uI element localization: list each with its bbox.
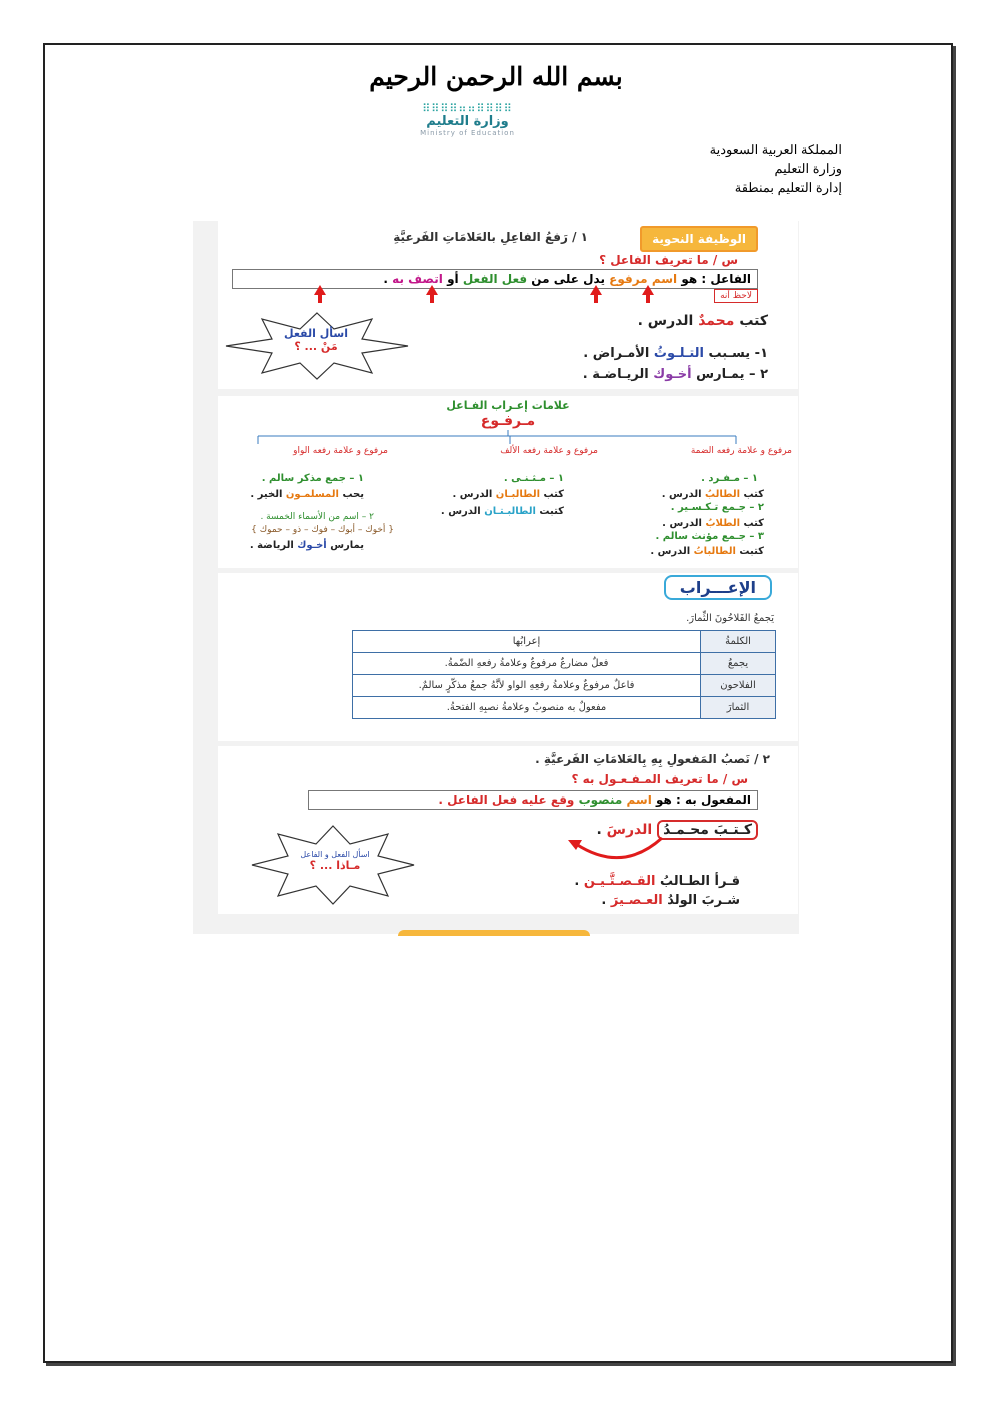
example-pre: شـربَ الولدُ: [667, 893, 740, 908]
example-end: .: [601, 893, 607, 908]
example-object: العـصـيرَ: [610, 893, 663, 908]
ex-post: الدرس .: [440, 506, 481, 517]
example-verb: كتب: [739, 313, 768, 329]
ex-post: الدرس .: [661, 489, 702, 500]
ministry-label: وزارة التعليم: [774, 161, 842, 176]
example-end: .: [574, 874, 580, 889]
def-part: الفاعل : هو: [681, 272, 751, 286]
example-end: .: [596, 822, 602, 838]
parsing-sentence: يَجمعُ الفَلاحُونَ الثِّمارَ.: [686, 613, 774, 624]
table-cell-parsing: فعلٌ مضارعٌ مرفوعٌ وعلامةُ رفعهِ الضّمةُ.: [353, 653, 701, 675]
fail-definition-box: [232, 269, 758, 289]
col-left-l2-list: { أخوك – أبوك – فوك – ذو – حموك }: [251, 525, 394, 535]
fail-signs-panel: [218, 396, 798, 568]
ex-post: الدرس .: [662, 518, 702, 529]
def-part: يدل على من: [531, 272, 605, 286]
curved-arrow-icon: [562, 834, 672, 864]
arrow-stem: [430, 295, 434, 303]
col-left-l1: ١ – جمع مذكر سالم .: [261, 473, 364, 484]
example-rest: الأمـراض .: [583, 346, 650, 361]
object-question: س / ما تعريف المـفـعـول به ؟: [571, 772, 748, 786]
def-part: أو: [447, 272, 459, 286]
ex-post: الدرس .: [452, 489, 493, 500]
fail-example-1: [583, 346, 768, 361]
def-part: المفعول به : هو: [656, 793, 751, 807]
star-line2: مـاذا ... ؟: [309, 859, 361, 872]
table-row: [353, 697, 776, 719]
ex-post: الرياضة .: [249, 540, 294, 551]
ex-word: الطلابُ: [705, 518, 741, 529]
col-left-l2: ٢ – اسم من الأسماء الخمسة .: [260, 512, 374, 522]
ex-post: الدرس .: [650, 546, 691, 557]
parsing-panel: [218, 573, 798, 741]
worksheet-image: [193, 221, 799, 934]
col-left-l1-ex: [250, 489, 364, 500]
table-cell-word: الثمارَ: [701, 697, 776, 719]
table-cell-word: يجمعُ: [701, 653, 776, 675]
def-word-mansoob: منصوب: [578, 793, 623, 807]
arrow-up-icon: [314, 285, 326, 295]
signs-title: علامات إعـراب الفـاعل: [446, 399, 570, 412]
star-line1: اسأل الفعل: [284, 327, 348, 340]
ex-pre: كتب: [543, 489, 564, 500]
col-right-r1: ١ – مـفـرد .: [701, 473, 758, 484]
object-panel: [218, 746, 798, 914]
fail-example-2: [583, 367, 768, 382]
fail-example-main: [638, 313, 768, 329]
col-left-head: مرفوع و علامة رفعه الواو: [293, 446, 388, 456]
col-right-r1-ex: [662, 489, 764, 500]
logo-name-en: Ministry of Education: [420, 129, 515, 137]
col-right-r3-ex: [650, 546, 764, 557]
object-definition-box: [308, 790, 758, 810]
table-cell-parsing: مفعولٌ به منصوبٌ وعلامةُ نصبِهِ الفتحةُ.: [353, 697, 701, 719]
def-word-marfoo: مرفوع: [609, 272, 648, 286]
ex-post: الخير .: [250, 489, 283, 500]
ex-pre: يمارس: [330, 540, 364, 551]
def-word-ittasaf: اتصف به: [392, 272, 443, 286]
object-example-2: [601, 893, 740, 908]
def-word-fil: فعل الفعل: [462, 272, 528, 286]
def-word-ism: اسم: [651, 272, 678, 286]
grammar-function-badge: الوظيفة النحوية: [640, 226, 758, 252]
fail-question: س / ما تعريف الفاعل ؟: [599, 253, 738, 267]
ex-word: المسلمـون: [285, 489, 339, 500]
def-word-ism: اسم: [626, 793, 652, 807]
ex-pre: كتبت: [739, 546, 764, 557]
example-pre: ٢ – يمـارس: [696, 367, 768, 382]
ex-word: الطالباتُ: [693, 546, 736, 557]
note-label: لاحظ أنه: [714, 289, 758, 303]
star-text: [290, 850, 380, 872]
arrow-up-icon: [642, 285, 654, 295]
col-mid-m2-ex: [441, 506, 564, 517]
object-lesson-title: ٢ / نَصبُ المَفعولِ بِهِ بِالعَلامَاتِ الفَرعيَّةِ .: [535, 752, 770, 766]
example-fail: التـلـوثُ: [653, 346, 704, 361]
example-pre: ١- يسـبب: [708, 346, 768, 361]
ex-word: الطالبـتـان: [484, 506, 536, 517]
parsing-table: [352, 630, 776, 719]
col-mid-m1: ١ – مـثـنـى .: [503, 473, 564, 484]
col-mid-m1-ex: [453, 489, 564, 500]
def-rest: وقع عليه فعل الفاعل .: [438, 793, 575, 807]
arrow-up-icon: [426, 285, 438, 295]
ex-pre: كتبت: [539, 506, 564, 517]
star-text: [276, 327, 356, 353]
ex-pre: كتب: [743, 489, 764, 500]
basmala-heading: بسم الله الرحمن الرحيم: [369, 62, 623, 91]
example-fail: محمدٌ: [698, 313, 735, 329]
example-pre: قـرأ الطـالبُ: [660, 874, 740, 889]
table-header-row: [353, 631, 776, 653]
object-example-1: [574, 874, 740, 889]
example-fail: أخـوك: [653, 367, 692, 382]
parsing-title: الإعـــراب: [664, 575, 772, 600]
arrow-stem: [594, 295, 598, 303]
table-row: [353, 675, 776, 697]
def-part: .: [383, 272, 388, 286]
example-rest: الدرس .: [637, 313, 694, 329]
logo-dots-icon: ⠿⠿⠿⠿⠶⠶⠿⠿⠿⠿: [422, 102, 513, 115]
col-mid-head: مرفوع و علامة رفعه الألف: [500, 446, 598, 456]
col-left-l2-ex: [250, 540, 364, 551]
arrow-stem: [646, 295, 650, 303]
lesson-title: ١ / رَفعُ الفاعِلِ بالعَلامَاتِ الفَرعيَّةِ: [393, 230, 588, 244]
ex-word: الطالبـان: [495, 489, 541, 500]
arrow-stem: [318, 295, 322, 303]
star-line2: مَنْ ... ؟: [294, 340, 338, 353]
table-cell-word: الفلاحون: [701, 675, 776, 697]
col-right-r2-ex: [662, 518, 764, 529]
star-line1: اسأل الفعل و الفاعل: [300, 850, 370, 859]
col-right-r2: ٢ – جـمع تـكـسـير .: [670, 502, 764, 513]
ex-pre: يحب: [342, 489, 364, 500]
table-header-word: الكلمةُ: [701, 631, 776, 653]
col-right-r3: ٣ – جـمع مؤنث سالم .: [655, 531, 764, 542]
next-section-badge-edge: [398, 930, 590, 936]
fail-definition-panel: [218, 221, 798, 389]
example-rest: الريـاضـة .: [582, 367, 649, 382]
logo-name-ar: وزارة التعليم: [426, 114, 509, 129]
example-object: القـصـتَّـيـن: [583, 874, 656, 889]
header-info: [710, 140, 842, 197]
ex-word: أخـوك: [297, 540, 327, 551]
table-cell-parsing: فاعلٌ مرفوعٌ وعلامةُ رفعِهِ الواو لأنَّهُ جمعُ مذكّرٍ سالمٌ.: [353, 675, 701, 697]
kingdom-label: المملكة العربية السعودية: [709, 142, 842, 157]
example-boxed: كـتـبَ محـمـدُ: [657, 820, 758, 840]
table-row: [353, 653, 776, 675]
example-object: الدرسَ: [606, 822, 653, 838]
signs-subtitle: مـرفـوع: [480, 413, 536, 429]
table-header-parsing: إعرابُها: [353, 631, 701, 653]
ministry-logo: [400, 104, 535, 152]
ex-word: الطالبُ: [705, 489, 741, 500]
directorate-label: إدارة التعليم بمنطقة: [734, 180, 842, 195]
col-right-head: مرفوع و علامة رفعه الضمة: [690, 446, 792, 456]
ex-pre: كتب: [743, 518, 764, 529]
arrow-up-icon: [590, 285, 602, 295]
